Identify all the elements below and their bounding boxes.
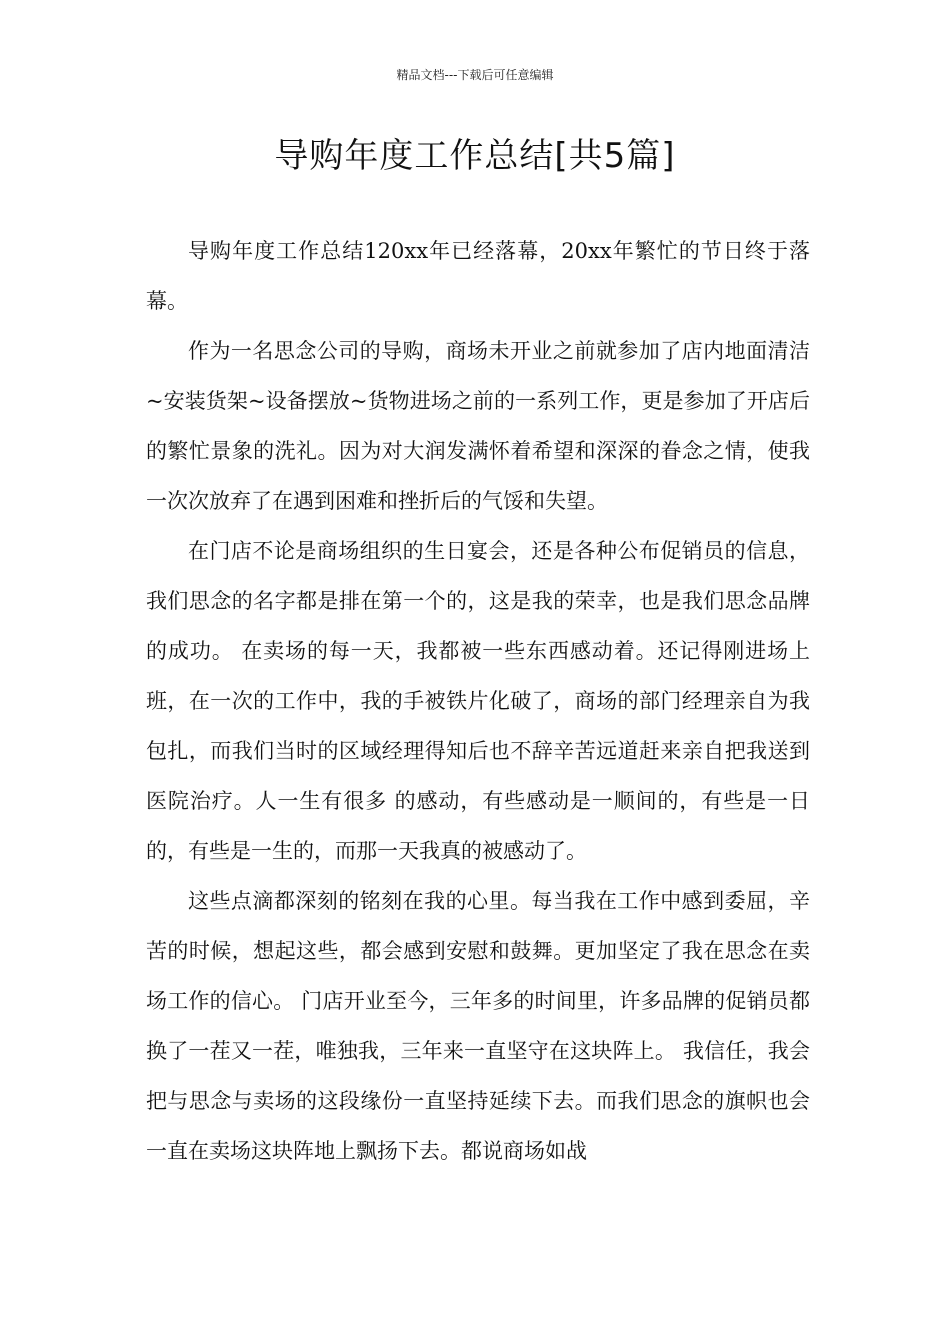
document-body xyxy=(146,226,810,1176)
paragraph-1: 导购年度工作总结120xx年已经落幕，20xx年繁忙的节日终于落幕。 xyxy=(146,239,810,313)
paragraph-4: 这些点滴都深刻的铭刻在我的心里。每当我在工作中感到委屈，辛苦的时候，想起这些，都会感到安慰和鼓舞。更加坚定了我在思念在卖场工作的信心。 门店开业至今，三年多的时间里，许多品牌的促销员都换了一茬又一茬，唯独我，三年来一直坚守在这块阵上。 我信任，我会把与思念与卖场的这段缘份一直坚持延续下去。而我们思念的旗帜也会一直在卖场这块阵地上飘扬下去。都说商场如战 xyxy=(146,889,810,1163)
document-title: 导购年度工作总结[共5篇] xyxy=(274,136,676,176)
header-note: 精品文档---下载后可任意编辑 xyxy=(396,68,554,82)
paragraph-3: 在门店不论是商场组织的生日宴会，还是各种公布促销员的信息，我们思念的名字都是排在第一个的，这是我的荣幸，也是我们思念品牌的成功。 在卖场的每一天，我都被一些东西感动着。还记得刚进场上班，在一次的工作中，我的手被铁片化破了，商场的部门经理亲自为我包扎，而我们当时的区域经理得知后也不辞辛苦远道赶来亲自把我送到医院治疗。人一生有很多 的感动，有些感动是一顺间的，有些是一日的，有些是一生的，而那一天我真的被感动了。 xyxy=(146,539,810,863)
paragraph-2: 作为一名思念公司的导购，商场未开业之前就参加了店内地面清洁~安装货架~设备摆放~货物进场之前的一系列工作，更是参加了开店后的繁忙景象的洗礼。因为对大润发满怀着希望和深深的眷念之情，使我一次次放弃了在遇到困难和挫折后的气馁和失望。 xyxy=(146,339,810,513)
